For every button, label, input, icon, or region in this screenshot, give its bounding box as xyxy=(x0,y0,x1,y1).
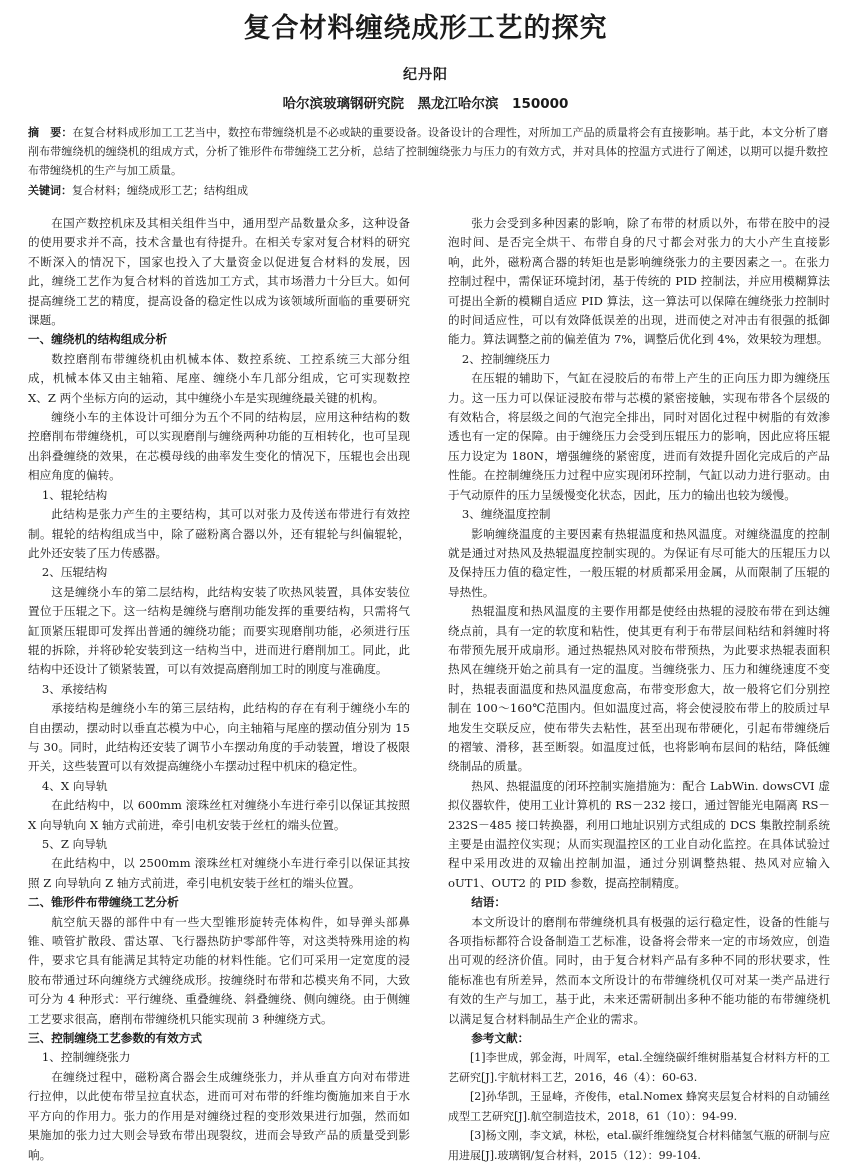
subsection-heading: 4、X 向导轨 xyxy=(41,778,108,793)
paragraph: 张力会受到多种因素的影响，除了布带的材质以外，布带在胶中的浸泡时间、是否完全烘干、布带自身的尺寸都会对张力的大小产生直接影响，此外，磁粉离合器的转矩也是影响缠绕张力的主要因素之一。在张力控制过程中，需保证环境封闭，基于传统的 PID 控制法，并应用模糊算法可提出全新的模糊自适应 PID 算法，这一算法可以保障在缠绕张力控制时的时间适应性，可以有效降低误差的出现，进而使之对冲击有很强的抵御能力。算法调整之前的偏差值为 7%，调整后优化到 4%，效果较为理想。 xyxy=(448,216,830,347)
paragraph: 缠绕小车的主体设计可细分为五个不同的结构层，应用这种结构的数控磨削布带缠绕机，可以实现磨削与缠绕两种功能的互相转化，也可呈现出斜叠缠绕的效果，在芯模母线的曲率发生变化的情况下，压辊也会出现相应角度的偏转。 xyxy=(28,410,410,483)
subsection-heading: 2、压辊结构 xyxy=(41,565,108,580)
paragraph: 承接结构是缠绕小车的第三层结构，此结构的存在有利于缠绕小车的自由摆动，摆动时以垂直芯模为中心，向主轴箱与尾座的摆动值分别为 15 与 30。同时，此结构还安装了调节小车摆动角度的手动装置，增设了极限开关，这些装置可以有效提高缠绕小车摆动过程中机床的稳定性。 xyxy=(28,701,410,774)
subsection-heading: 1、控制缠绕张力 xyxy=(41,1050,131,1065)
author-affiliation: 哈尔滨玻璃钢研究院 黑龙江哈尔滨 150000 xyxy=(282,96,569,112)
paragraph: 在国产数控机床及其相关组件当中，通用型产品数量众多，这种设备的使用要求并不高，技术含量也有待提升。在相关专家对复合材料的研究不断深入的情况下，国家也投入了大量资金以促进复合材料的发展，因此，缠绕工艺作为复合材料的首选加工方式，其市场潜力十分巨大。如何提高缠绕工艺的精度，提高设备的稳定性以成为该领域所面临的重要研究课题。 xyxy=(28,216,410,328)
paragraph: 这是缠绕小车的第二层结构，此结构安装了吹热风装置，具体安装位置位于压辊之下。这一结构是缠绕与磨削功能发挥的重要结构，只需将气缸顶紧压辊即可发挥出普通的缠绕功能；而要实现磨削功能，必须进行压辊的拆除，并将砂轮安装到这一结构当中，进而进行磨削加工。同此，此结构中还设计了锁紧装置，可以有效提高磨削加工时的刚度与准确度。 xyxy=(28,584,410,677)
heading: 参考文献： xyxy=(471,1031,530,1046)
keywords xyxy=(28,181,828,200)
abstract-label: 摘 要： xyxy=(28,126,73,139)
paragraph: 数控磨削布带缠绕机由机械本体、数控系统、工控系统三大部分组成，机械本体又由主轴箱、尾座、缠绕小车几部分组成，它可实现数控 X、Z 两个坐标方向的运动，其中缠绕小车是实现缠绕最关键的机构。 xyxy=(28,351,410,405)
abstract-text: 在复合材料成形加工工艺当中，数控布带缠绕机是不必或缺的重要设备。设备设计的合理性，对所加工产品的质量将会有直接影响。基于此，本文分析了磨削布带缠绕机的缠绕机的组成方式，分析了锥形件布带缠绕工艺分析，总结了控制缠绕张力与压力的有效方式，并对具体的控温方式进行了阐述，以期可以提升数控布带缠绕机的生产与加工质量。 xyxy=(28,126,828,177)
abstract xyxy=(28,123,828,180)
paragraph: 在压辊的辅助下，气缸在浸胶后的布带上产生的正向压力即为缠绕压力。这一压力可以保证浸胶布带与芯模的紧密接触，实现布带各个层级的有效粘合，将层级之间的气泡完全排出，同时对固化过程中树脂的有效渗透也有一定的保障。由于缠绕压力会受到压辊压力的影响，因此应将压辊压力设定为 180N，增强缠绕的紧密度，进而有效提升固化完成后的产品性能。在控制缠绕压力过程中应实现闭环控制，气缸以动力进行驱动。由于气动原件的压力呈缓慢变化状态，因此，压力的输出也较为缓慢。 xyxy=(448,371,830,502)
paper-title: 复合材料缠绕成形工艺的探究 xyxy=(243,13,608,44)
paragraph: 在此结构中，以 2500mm 滚珠丝杠对缠绕小车进行牵引以保证其按照 Z 向导轨向 Z 轴方式前进，牵引电机安装于丝杠的端头位置。 xyxy=(28,856,410,890)
section-heading: 一、缠绕机的结构组成分析 xyxy=(28,332,168,347)
reference-item: [2]孙华凯，王显峰，齐俊伟，etal.Nomex 蜂窝夹层复合材料的自动铺丝成型工艺研究[J].航空制造技术，2018，61（10）：94-99. xyxy=(448,1090,830,1123)
paragraph: 此结构是张力产生的主要结构，其可以对张力及传送布带进行有效控制。辊轮的结构组成当中，除了磁粉离合器以外，还有辊轮与纠偏辊轮，此外还安装了压力传感器。 xyxy=(28,507,410,560)
paragraph: 在此结构中，以 600mm 滚珠丝杠对缠绕小车进行牵引以保证其按照 X 向导轨向 X 轴方式前进，牵引电机安装于丝杠的端头位置。 xyxy=(28,798,410,832)
section-heading: 二、锥形件布带缠绕工艺分析 xyxy=(28,895,179,910)
section-heading: 三、控制缠绕工艺参数的有效方式 xyxy=(28,1031,202,1046)
reference-item: [3]杨文刚，李文斌，林松，etal.碳纤维缠绕复合材料储氢气瓶的研制与应用进展[J].玻璃钢/复合材料，2015（12）：99-104. xyxy=(448,1129,830,1162)
keywords-text: 复合材料；缠绕成形工艺；结构组成 xyxy=(72,184,248,197)
paragraph: 热辊温度和热风温度的主要作用都是使经由热辊的浸胶布带在到达缠绕点前，具有一定的软度和粘性，使其更有利于布带层间粘结和斜缠时将布带预先展开成扇形。通过热辊热风对胶布带预热，为此要求热辊表面积热风在缠绕开始之前具有一定的温度。当缠绕张力、压力和缠绕速度不变时，热辊表面温度和热风温度愈高，布带变形愈大，故一般将它们分别控制在 100～160℃范围内。但如温度过高，将会使浸胶布带上的胶质过早地发生交联反应，使布带失去粘性，甚至出现布带硬化，引起布带缠绕后的褶皱、滑移，甚至断裂。如温度过低，也将影响布层间的粘结，降低缠绕制品的质量。 xyxy=(448,604,830,774)
subsection-heading: 3、缠绕温度控制 xyxy=(461,507,551,522)
reference-item: [1]李世成，郭金海，叶周军，etal.全缠绕碳纤维树脂基复合材料方杆的工艺研究[J].宇航材料工艺，2016，46（4）：60-63. xyxy=(448,1051,830,1084)
subsection-heading: 1、辊轮结构 xyxy=(41,487,108,502)
subsection-heading: 5、Z 向导轨 xyxy=(41,837,108,851)
subsection-heading: 2、控制缠绕压力 xyxy=(461,351,551,366)
paragraph: 热风、热辊温度的闭环控制实施措施为：配合 LabWin. dowsCVI 虚拟仪器软件，使用工业计算机的 RS－232 接口，通过智能光电隔离 RS－232S－485 接口转换器，利用口地址识别方式组成的 DCS 集散控制系统主要是由温控仪实现；从而实现温控区的工业自动化监控。在具体试验过程中采用改进的双输出控制加温，通过分别调整热辊、热风对应输入 oUT1、OUT2 的 PID 参数，提高控制精度。 xyxy=(448,778,830,890)
heading: 结语： xyxy=(471,895,506,910)
right-column xyxy=(448,214,830,1165)
paragraph: 航空航天器的部件中有一些大型锥形旋转壳体构件，如导弹头部鼻锥、喷管扩散段、雷达罩、飞行器热防护零部件等，对这类特殊用途的构件，要求它具有能满足其特定功能的材料性能。它们可采用一定宽度的浸胶布带通过环向缠绕方式缠绕成形。按缠绕时布带和芯模夹角不同，大致可分为 4 种形式：平行缠绕、重叠缠绕、斜叠缠绕、侧向缠绕。由于侧缠工艺要求很高，磨削布带缠绕机只能实现前 3 种缠绕方式。 xyxy=(28,914,410,1026)
keywords-label: 关键词： xyxy=(28,184,72,197)
subsection-heading: 3、承接结构 xyxy=(41,681,108,696)
author-name: 纪丹阳 xyxy=(403,67,448,83)
left-column xyxy=(28,214,410,1165)
paragraph: 在缠绕过程中，磁粉离合器会生成缠绕张力，并从垂直方向对布带进行拉伸，以此使布带呈拉直状态，进而可对布带的纤维均衡施加来自于水平方向的作用力。张力的作用是对缠绕过程的变形效果进行加强，然而如果施加的张力过大则会导致布带出现裂纹，进而会导致产品的质量受到影响。 xyxy=(28,1069,410,1162)
paragraph: 影响缠绕温度的主要因素有热辊温度和热风温度。对缠绕温度的控制就是通过对热风及热辊温度控制实现的。为保证有尽可能大的压辊压力以及保持压力值的稳定性，一般压辊的材质都采用金属，从而限制了压辊的导热性。 xyxy=(448,526,830,599)
paragraph: 本文所设计的磨削布带缠绕机具有极强的运行稳定性，设备的性能与各项指标都符合设备制造工艺标准，设备将会带来一定的市场效应，创造出可观的经济价值。同时，由于复合材料产品有多种不同的形状要求，性能标准也有所差异，然而本文所设计的布带缠绕机仅可对某一类产品进行有效的生产与加工，基于此，未来还需研制出多种不能功能的布带缠绕机以满足复合材料制品生产企业的需求。 xyxy=(448,914,830,1026)
